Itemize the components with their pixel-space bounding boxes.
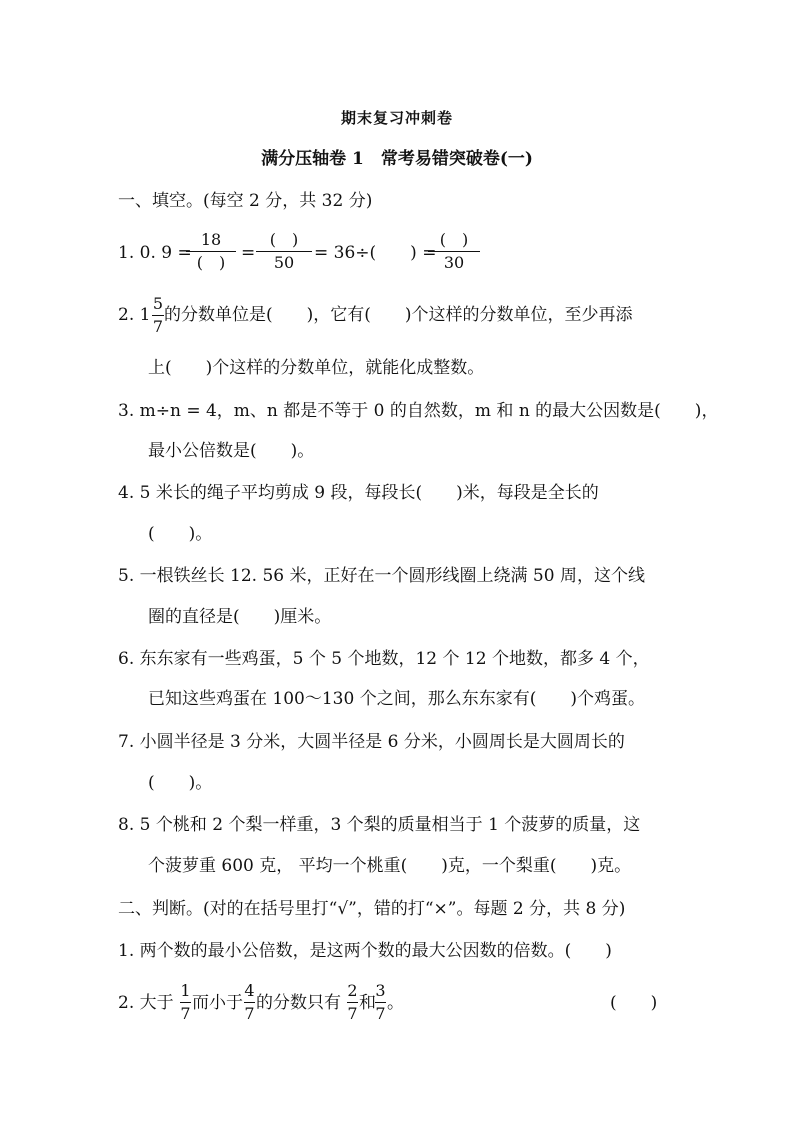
- q1-f2-denominator: 50: [273, 253, 295, 272]
- q8-line-2: 个菠萝重 600 克， 平均一个桃重( )克，一个梨重( )克。: [148, 856, 632, 876]
- numerator: 4: [244, 981, 255, 1000]
- numerator: 3: [375, 981, 386, 1000]
- numerator: 1: [180, 981, 191, 1000]
- fraction-bar: [186, 251, 236, 252]
- q2-numerator: 5: [152, 294, 164, 313]
- fraction-bar: [375, 1002, 386, 1003]
- q1-fraction-2: [256, 231, 312, 272]
- page-subtitle: 满分压轴卷 1 常考易错突破卷(一): [261, 149, 533, 169]
- q1-f2-numerator: ( ): [269, 230, 299, 249]
- q3-line-2: 最小公倍数是( )。: [148, 441, 315, 461]
- q4-line-2: ( )。: [148, 524, 213, 544]
- judge-q2-fraction-1: [180, 982, 191, 1023]
- fraction-bar: [428, 251, 480, 252]
- q6-line-2: 已知这些鸡蛋在 100～130 个之间，那么东东家有( )个鸡蛋。: [148, 689, 645, 709]
- judge-q2-prefix: 2. 大于: [118, 993, 174, 1013]
- q2-line-1: 的分数单位是( )，它有( )个这样的分数单位，至少再添: [164, 305, 633, 325]
- q1-f3-denominator: 30: [443, 253, 465, 272]
- q2-fraction: [152, 295, 164, 336]
- page-title: 期末复习冲刺卷: [340, 109, 453, 127]
- denominator: 7: [347, 1004, 358, 1023]
- judge-q2-fraction-4: [375, 982, 386, 1023]
- denominator: 7: [375, 1004, 386, 1023]
- judge-q2-end: 。: [387, 993, 404, 1013]
- q1-fraction-1: [186, 231, 236, 272]
- q1-f3-numerator: ( ): [439, 230, 469, 249]
- denominator: 7: [244, 1004, 255, 1023]
- q8-line-1: 8. 5 个桃和 2 个梨一样重，3 个梨的质量相当于 1 个菠萝的质量，这: [118, 815, 641, 835]
- fraction-bar: [347, 1002, 358, 1003]
- q1-prefix: 1. 0. 9 =: [118, 243, 192, 263]
- judge-q2-mid-2: 的分数只有: [256, 993, 341, 1013]
- q2-line-2: 上( )个这样的分数单位，就能化成整数。: [148, 358, 485, 378]
- q7-line-2: ( )。: [148, 773, 213, 793]
- q6-line-1: 6. 东东家有一些鸡蛋，5 个 5 个地数，12 个 12 个地数，都多 4 个，: [118, 649, 650, 669]
- judge-q1: 1. 两个数的最小公倍数，是这两个数的最大公因数的倍数。( ): [118, 941, 612, 961]
- fraction-bar: [152, 315, 164, 316]
- denominator: 7: [180, 1004, 191, 1023]
- q7-line-1: 7. 小圆半径是 3 分米，大圆半径是 6 分米，小圆周长是大圆周长的: [118, 732, 625, 752]
- section-heading-fill-in: 一、填空。(每空 2 分，共 32 分): [118, 191, 373, 211]
- fraction-bar: [256, 251, 312, 252]
- q2-denominator: 7: [152, 317, 164, 336]
- fraction-bar: [180, 1002, 191, 1003]
- q2-prefix: 2. 1: [118, 305, 151, 325]
- q5-line-2: 圈的直径是( )厘米。: [148, 607, 332, 627]
- q3-line-1: 3. m÷n = 4，m、n 都是不等于 0 的自然数，m 和 n 的最大公因数是( )，: [118, 401, 719, 421]
- q1-f1-denominator: ( ): [196, 253, 226, 272]
- section-heading-true-false: 二、判断。(对的在括号里打“√”，错的打“×”。每题 2 分，共 8 分): [118, 899, 626, 919]
- judge-q2-fraction-3: [347, 982, 358, 1023]
- q5-line-1: 5. 一根铁丝长 12. 56 米，正好在一个圆形线圈上绕满 50 周，这个线: [118, 566, 645, 586]
- q1-f1-numerator: 18: [200, 230, 222, 249]
- judge-q2-mid-3: 和: [359, 993, 376, 1013]
- q1-equals: =: [241, 243, 256, 263]
- q1-fraction-3: [428, 231, 480, 272]
- numerator: 2: [347, 981, 358, 1000]
- q4-line-1: 4. 5 米长的绳子平均剪成 9 段，每段长( )米，每段是全长的: [118, 483, 599, 503]
- judge-q2-fraction-2: [244, 982, 255, 1023]
- judge-q2-mid-1: 而小于: [192, 993, 243, 1013]
- judge-q2-answer-paren: ( ): [610, 993, 658, 1013]
- q1-middle: = 36÷( ) =: [314, 243, 437, 263]
- fraction-bar: [244, 1002, 255, 1003]
